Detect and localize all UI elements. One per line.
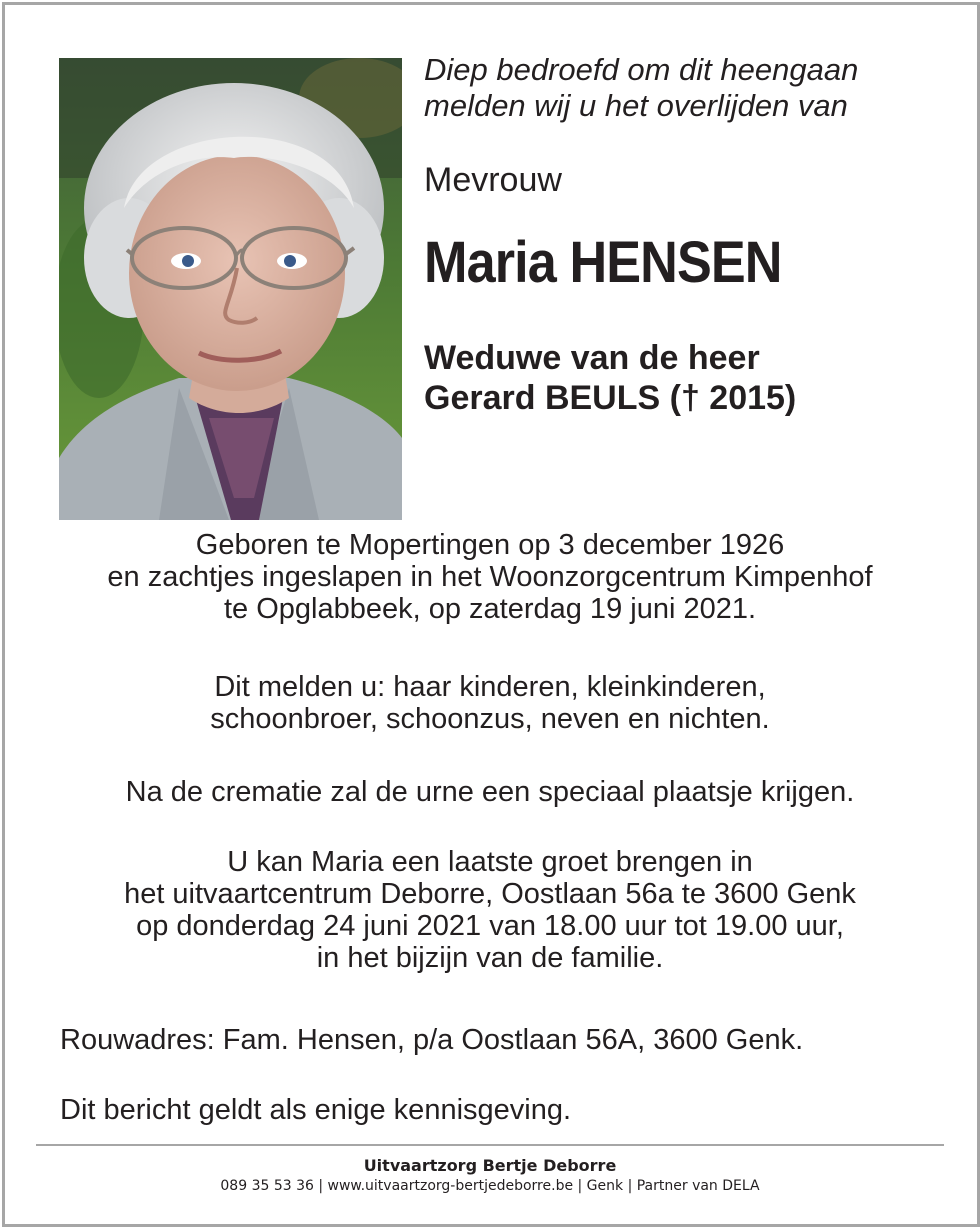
text-line: Na de crematie zal de urne een speciaal plaatsje krijgen. xyxy=(125,776,855,808)
widow-line: Gerard BEULS († 2015) xyxy=(424,379,797,417)
funeral-home-name: Uitvaartzorg Bertje Deborre xyxy=(363,1156,617,1175)
deceased-name: Maria HENSEN xyxy=(424,230,782,295)
text-line: Geboren te Mopertingen op 3 december 1926 xyxy=(195,529,785,561)
mourning-address: Rouwadres: Fam. Hensen, p/a Oostlaan 56A, 3600 Genk. xyxy=(60,1024,804,1056)
text-line: te Opglabbeek, op zaterdag 19 juni 2021. xyxy=(223,593,757,625)
family-paragraph xyxy=(0,671,980,735)
birth-death-paragraph xyxy=(0,529,980,625)
notice-text: Dit bericht geldt als enige kennisgeving. xyxy=(60,1094,572,1126)
cremation-paragraph xyxy=(0,776,980,808)
intro-line: Diep bedroefd om dit heengaan xyxy=(424,52,859,87)
funeral-home-contact: 089 35 53 36 | www.uitvaartzorg-bertjedeborre.be | Genk | Partner van DELA xyxy=(220,1178,760,1194)
visit-paragraph xyxy=(0,846,980,974)
text-line: het uitvaartcentrum Deborre, Oostlaan 56a te 3600 Genk xyxy=(124,878,856,910)
text-line: in het bijzijn van de familie. xyxy=(316,942,664,974)
widow-line: Weduwe van de heer xyxy=(424,339,760,377)
intro-text xyxy=(424,52,944,124)
text-line: en zachtjes ingeslapen in het Woonzorgcentrum Kimpenhof xyxy=(107,561,873,593)
text-line: schoonbroer, schoonzus, neven en nichten. xyxy=(210,703,770,735)
text-line: U kan Maria een laatste groet brengen in xyxy=(227,846,753,878)
text-line: Dit melden u: haar kinderen, kleinkinderen, xyxy=(214,671,766,703)
portrait-photo xyxy=(59,58,402,520)
text-line: op donderdag 24 juni 2021 van 18.00 uur tot 19.00 uur, xyxy=(136,910,844,942)
footer-divider xyxy=(36,1144,944,1146)
intro-line: melden wij u het overlijden van xyxy=(424,88,848,123)
salutation: Mevrouw xyxy=(424,161,562,199)
widow-text xyxy=(424,338,796,418)
